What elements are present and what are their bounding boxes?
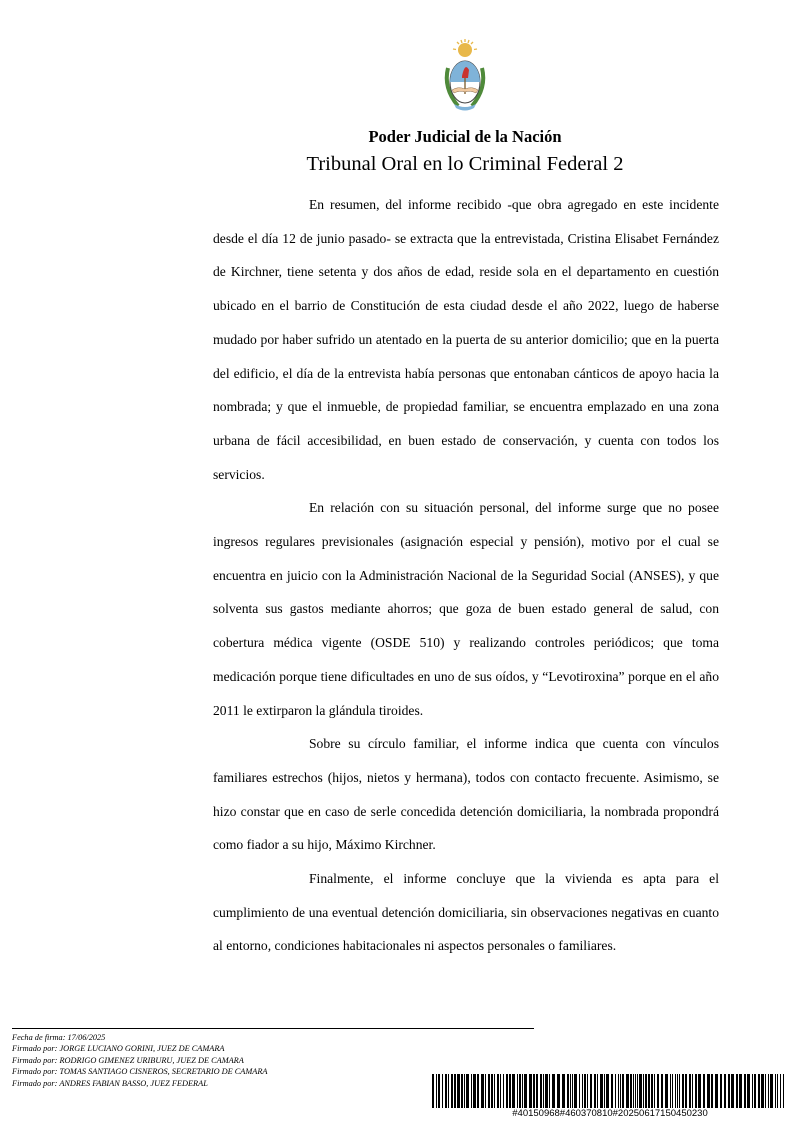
coat-of-arms-icon [440,38,490,114]
signature-line: Firmado por: ANDRES FABIAN BASSO, JUEZ FEDERAL [12,1078,208,1088]
court-header-line2: Tribunal Oral en lo Criminal Federal 2 [306,153,624,175]
paragraph: En resumen, del informe recibido -que obra agregado en este incidente desde el día 12 de junio pasado- se extracta que la entrevistada, Cristina Elisabet Fernández de Kirchner, tiene setenta y dos años de edad, reside sola en el departamento en cuestión ubicado en el barrio de Constitución de esta ciudad desde el año 2022, luego de haberse mudado por haber sufrido un atentado en la puerta de su anterior domicilio; que en la puerta del edificio, el día de la entrevista había personas que entonaban cánticos de apoyo hacia la nombrada; y que el inmueble, de propiedad familiar, se encuentra emplazado en una zona urbana de fácil accesibilidad, en buen estado de conservación, y cuenta con todos los servicios. [213,197,719,482]
document-body [213,188,719,963]
barcode-icon [432,1074,788,1108]
signature-line: Firmado por: JORGE LUCIANO GORINI, JUEZ DE CAMARA [12,1044,225,1054]
signature-date: Fecha de firma: 17/06/2025 [12,1033,106,1042]
court-header-line1: Poder Judicial de la Nación [368,127,562,146]
paragraph: En relación con su situación personal, del informe surge que no posee ingresos regulares previsionales (asignación especial y pensión), motivo por el cual se encuentra en juicio con la Administración Nacional de la Seguridad Social (ANSES), y que solventa sus gastos mediante ahorros; que goza de buen estado general de salud, con cobertura médica vigente (OSDE 510) y realizando controles periódicos; que toma medicación porque tiene dificultades en uno de sus oídos, y “Levotiroxina” porque en el año 2011 le extirparon la glándula tiroides. [213,500,719,718]
signature-line: Firmado por: RODRIGO GIMENEZ URIBURU, JUEZ DE CAMARA [12,1055,244,1065]
barcode-number: #40150968#460370810#20250617150450230 [512,1108,708,1119]
signature-block [12,1032,268,1089]
paragraph: Sobre su círculo familiar, el informe indica que cuenta con vínculos familiares estrechos (hijos, nietos y hermana), todos con contacto frecuente. Asimismo, se hizo constar que en caso de serle concedida detención domiciliaria, la nombrada propondrá como fiador a su hijo, Máximo Kirchner. [213,736,719,853]
paragraph: Finalmente, el informe concluye que la vivienda es apta para el cumplimiento de una eventual detención domiciliaria, sin observaciones negativas en cuanto al entorno, condiciones habitacionales ni aspectos personales o familiares. [213,871,719,954]
signature-divider [12,1028,534,1029]
signature-line: Firmado por: TOMAS SANTIAGO CISNEROS, SECRETARIO DE CAMARA [12,1067,268,1077]
